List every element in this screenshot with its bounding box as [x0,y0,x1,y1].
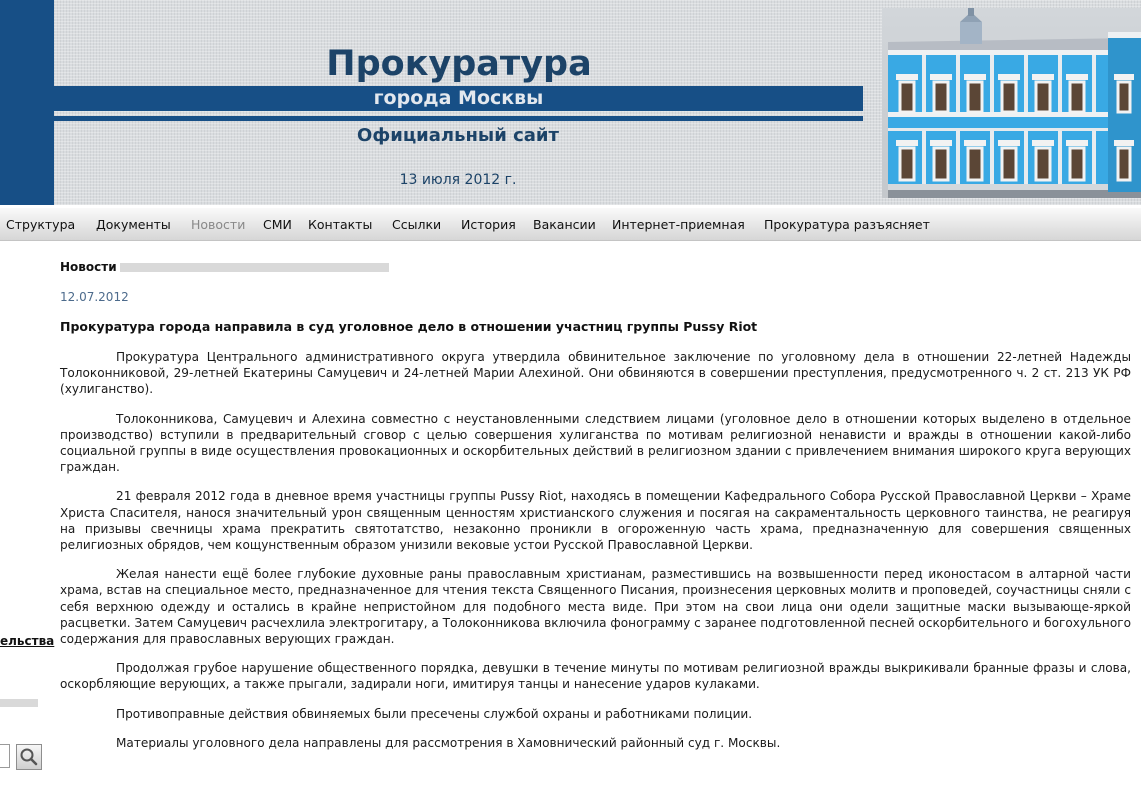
nav-item-contacts[interactable]: Контакты [308,217,373,232]
breadcrumb-bar [120,263,389,272]
nav-item-media[interactable]: СМИ [263,217,292,232]
building-image [882,8,1141,198]
header-thin-stripe [54,116,863,121]
site-header [0,0,1141,205]
nav-item-structure[interactable]: Структура [6,217,76,232]
main-nav [0,208,1141,241]
article-paragraph: Прокуратура Центрального административного округа утвердила обвинительное заключение по уголовному дела в отношении 22-летней Надежды Толоконниковой, 29-летней Екатерины Самуцевич и 24-летней Марии Алехиной. Они обвиняются в совершении преступления, предусмотренного ч. 2 ст. 213 УК РФ (хулиганство). [60,350,1131,397]
news-date: 12.07.2012 [60,290,129,304]
article-paragraph: Противоправные действия обвиняемых были пресечены службой охраны и работниками полиции. [116,706,753,721]
search-input[interactable] [0,744,10,768]
site-date: 13 июля 2012 г. [399,172,517,188]
nav-item-news[interactable]: Новости [191,217,246,232]
site-tagline: Официальный сайт [357,125,559,146]
nav-item-vacancies[interactable]: Вакансии [533,217,596,232]
nav-item-internet-reception[interactable]: Интернет-приемная [612,217,745,232]
article-paragraph: 21 февраля 2012 года в дневное время участницы группы Pussy Riot, находясь в помещении Кафедрального Собора Русской Православной Церкви – Храме Христа Спасителя, нанося значительный урон священным ценностям христианского служения и посягая на сакраментальность церковного таинства, не реагируя на призывы свечницы храма прекратить святотатство, незаконно проникли в огороженную часть храма, предназначенную для совершения священных религиозных обрядов, чем кощунственным образом унизили вековые устои Русской Православной Церкви. [60,489,1131,553]
article-title: Прокуратура города направила в суд уголовное дело в отношении участниц группы Pussy Riot [60,319,758,334]
magnifier-icon [17,745,41,769]
article-paragraph: Желая нанести ещё более глубокие духовные раны православным христианам, разместившись на возвышенности перед иконостасом в алтарной части храма, встав на специальное место, предназначенное для чтения текста Священного Писания, произнесения церковных молитв и проповедей, соучастницы сняли с себя верхнюю одежду и остались в крайне непристойном для подобного места виде. При этом на свои лица они одели защитные маски вызывающе-яркой расцветки. Затем Самуцевич расчехлила электрогитару, а Толоконникова включила фонограмму с заранее подготовленной песней оскорбительного и богохульного содержания для православных верующих граждан. [60,567,1131,647]
sidebar-bar [0,699,38,707]
nav-item-links[interactable]: Ссылки [392,217,442,232]
article-paragraph: Продолжая грубое нарушение общественного порядка, девушки в течение минуты по мотивам религиозной вражды выкрикивали бранные фразы и слова, оскорбляющие верующих, а также прыгали, задирали ноги, имитируя танцы и нанесение ударов кулаками. [60,661,1131,692]
breadcrumb[interactable]: Новости [60,260,117,274]
article-body [60,349,1131,764]
article-paragraph: Толоконникова, Самуцевич и Алехина совместно с неустановленными следствием лицами (уголовное дело в отношении которых выделено в отдельное производство) вступили в предварительный сговор с целью совершения хулиганства по мотивам религиозной ненависти и вражды в отношении какой-либо социальной группы в виде осуществления провокационных и оскорбительных действий в религиозном здании с привлечением внимания широкого круга верующих граждан. [60,411,1131,475]
search-button[interactable] [16,744,42,770]
sidebar-link[interactable]: ельства [0,634,55,648]
nav-item-history[interactable]: История [461,217,516,232]
nav-item-prosecutor-explains[interactable]: Прокуратура разъясняет [764,217,930,232]
site-subtitle: города Москвы [373,87,544,109]
article-paragraph: Материалы уголовного дела направлены для рассмотрения в Хамовнический районный суд г. Москвы. [116,735,781,750]
site-title: Прокуратура [326,44,592,84]
nav-item-documents[interactable]: Документы [96,217,171,232]
